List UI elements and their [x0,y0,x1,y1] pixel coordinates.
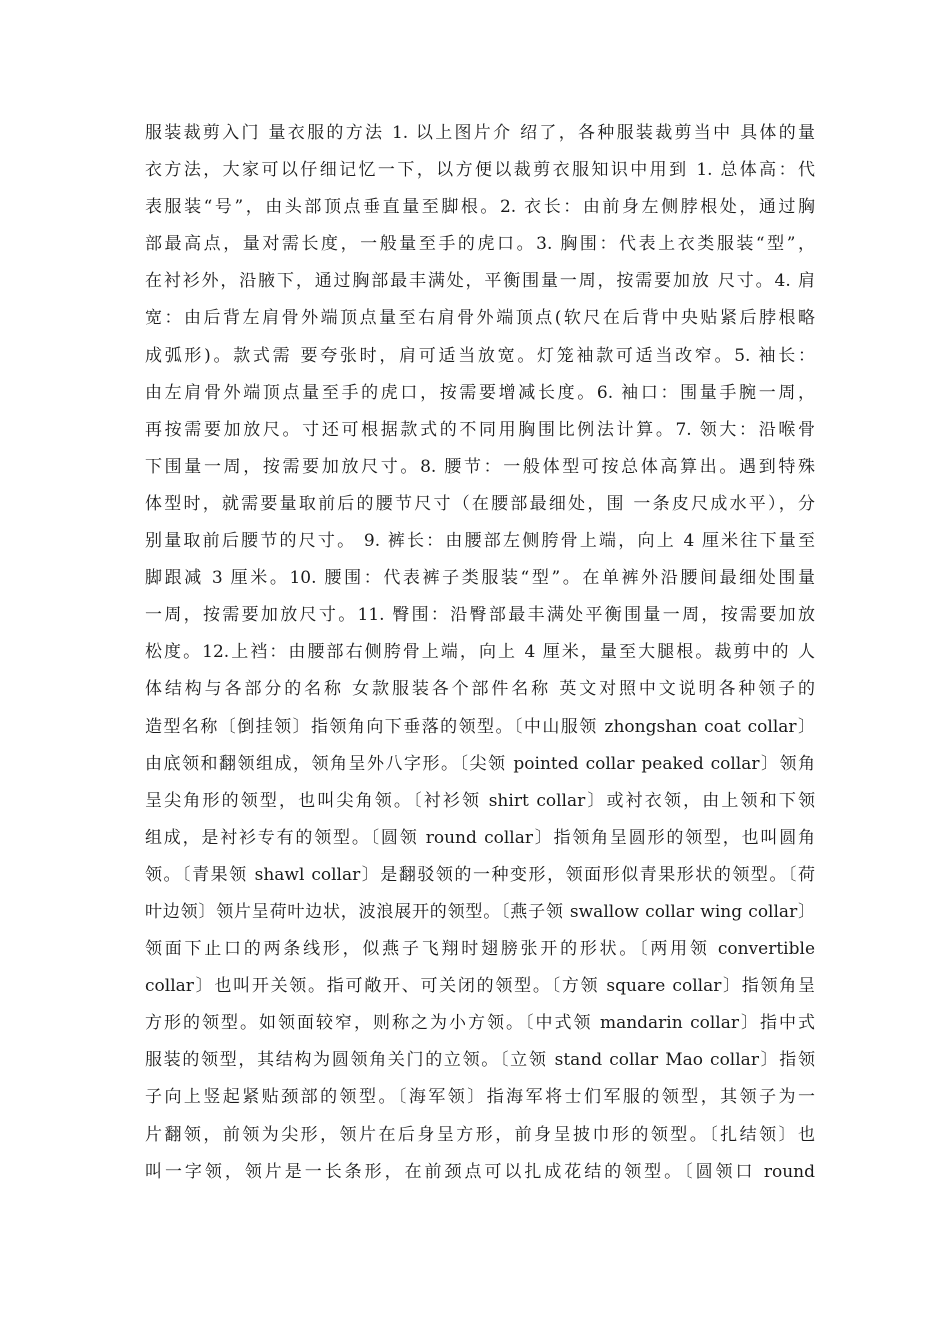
text-line: 体结构与各部分的名称 女款服装各个部件名称 英文对照中文说明各种领子的 [145,679,815,700]
body-text [145,115,815,1191]
text-line: 一周，按需要加放尺寸。11. 臀围：沿臀部最丰满处平衡围量一周，按需要加放 [145,605,815,626]
text-line: 服装的领型，其结构为圆领角关门的立领。〔立领 stand collar Mao collar〕指领 [145,1050,815,1071]
text-line: 在衬衫外，沿腋下，通过胸部最丰满处，平衡围量一周，按需要加放 尺寸。4. 肩 [145,271,815,292]
text-line: 松度。12.上裆：由腰部右侧胯骨上端，向上 4 厘米，量至大腿根。裁剪中的 人 [145,642,815,663]
text-line: 表服装“号”，由头部顶点垂直量至脚根。2. 衣长：由前身左侧脖根处，通过胸 [145,197,815,218]
text-line: 宽：由后背左肩骨外端顶点量至右肩骨外端顶点(软尺在后背中央贴紧后脖根略 [145,308,815,329]
text-line: 叫一字领，领片是一长条形，在前颈点可以扎成花结的领型。〔圆领口 round [145,1161,815,1182]
text-line: 部最高点，量对需长度，一般量至手的虎口。3. 胸围：代表上衣类服装“型”， [145,234,815,255]
text-line: 衣方法，大家可以仔细记忆一下，以方便以裁剪衣服知识中用到 1. 总体高：代 [145,160,815,181]
text-line: 组成，是衬衫专有的领型。〔圆领 round collar〕指领角呈圆形的领型，也叫圆角 [145,827,815,848]
text-line: 别量取前后腰节的尺寸。 9. 裤长：由腰部左侧胯骨上端，向上 4 厘米往下量至 [145,531,815,552]
text-line: 脚跟减 3 厘米。10. 腰围：代表裤子类服装“型”。在单裤外沿腰间最细处围量 [145,568,815,589]
text-line: 子向上竖起紧贴颈部的领型。〔海军领〕指海军将士们军服的领型，其领子为一 [145,1087,815,1108]
text-line: 下围量一周，按需要加放尺寸。8. 腰节：一般体型可按总体高算出。遇到特殊 [145,456,815,477]
text-line: collar〕也叫开关领。指可敞开、可关闭的领型。〔方领 square collar〕指领角呈 [145,976,815,997]
text-line: 领面下止口的两条线形，似燕子飞翔时翅膀张开的形状。〔两用领 convertible [145,939,815,960]
text-line: 片翻领，前领为尖形，领片在后身呈方形，前身呈披巾形的领型。〔扎结领〕也 [145,1124,815,1145]
text-line: 服装裁剪入门 量衣服的方法 1. 以上图片介 绍了，各种服装裁剪当中 具体的量 [145,123,815,143]
text-line: 造型名称〔倒挂领〕指领角向下垂落的领型。〔中山服领 zhongshan coat collar〕 [145,716,815,737]
text-line: 领。〔青果领 shawl collar〕是翻驳领的一种变形，领面形似青果形状的领型。〔荷 [145,864,815,885]
text-line: 叶边领〕领片呈荷叶边状，波浪展开的领型。〔燕子领 swallow collar wing collar〕 [145,901,815,922]
text-line: 呈尖角形的领型，也叫尖角领。〔衬衫领 shirt collar〕或衬衣领，由上领和下领 [145,790,815,811]
text-line: 再按需要加放尺。寸还可根据款式的不同用胸围比例法计算。7. 领大：沿喉骨 [145,419,815,440]
text-line: 成弧形)。款式需 要夸张时，肩可适当放宽。灯笼袖款可适当改窄。5. 袖长： [145,345,815,366]
text-line: 方形的领型。如领面较窄，则称之为小方领。〔中式领 mandarin collar〕指中式 [145,1013,815,1034]
text-line: 由底领和翻领组成，领角呈外八字形。〔尖领 pointed collar peaked collar〕领角 [145,753,815,774]
text-line: 体型时，就需要量取前后的腰节尺寸（在腰部最细处，围 一条皮尺成水平），分 [145,493,815,514]
text-line: 由左肩骨外端顶点量至手的虎口，按需要增减长度。6. 袖口：围量手腕一周， [145,382,815,403]
